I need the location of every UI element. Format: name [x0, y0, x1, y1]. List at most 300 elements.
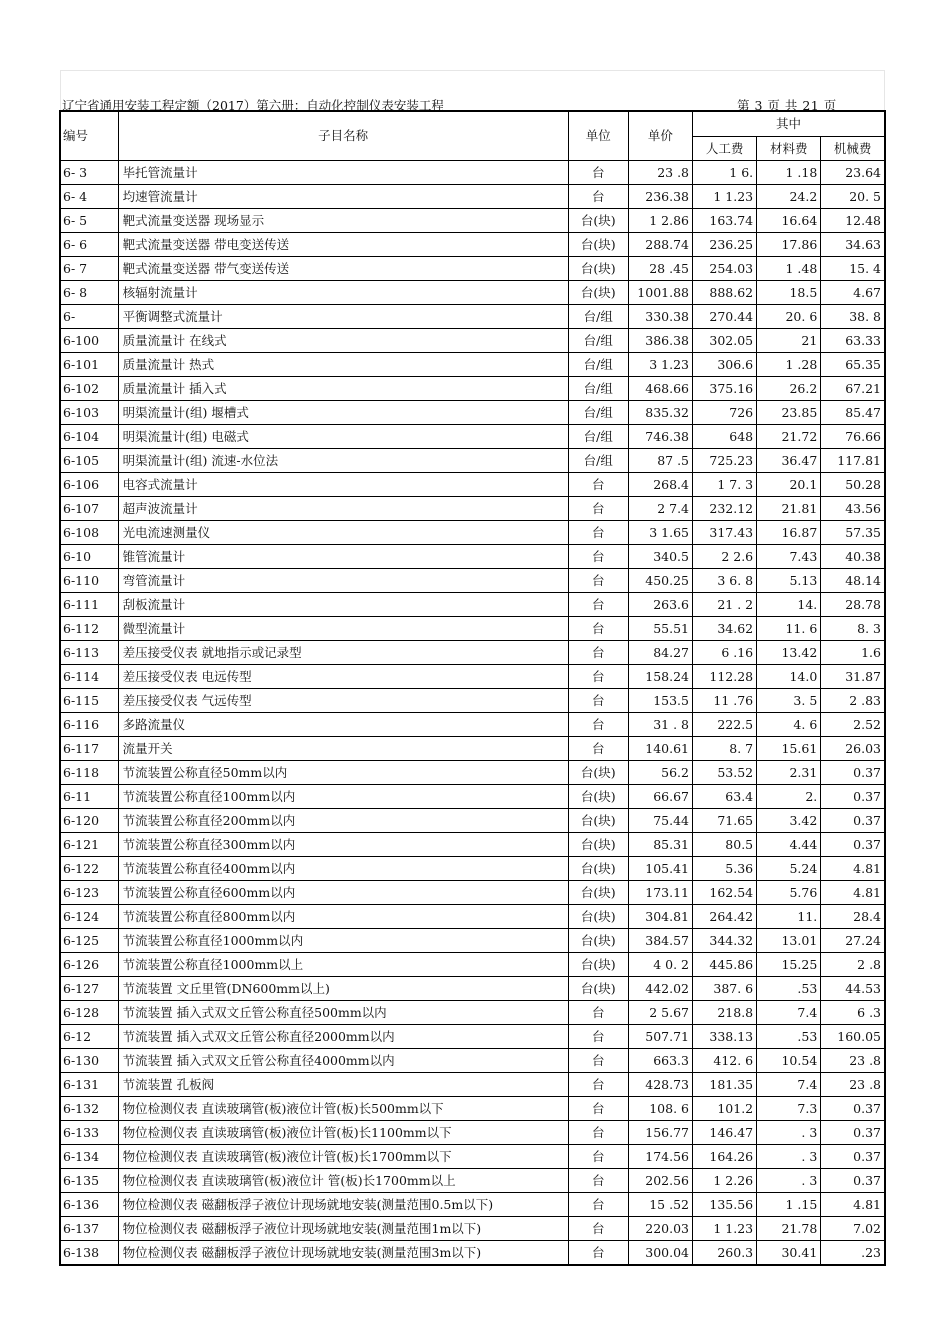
cell-name: 超声波流量计	[118, 497, 568, 521]
table-row	[60, 1169, 885, 1193]
cell-name: 靶式流量变送器 带电变送传送	[118, 233, 568, 257]
cell-material: 10.54	[757, 1049, 821, 1073]
cell-labor: 260.3	[693, 1241, 757, 1266]
cell-unit: 台(块)	[568, 281, 628, 305]
cell-labor: 375.16	[693, 377, 757, 401]
cell-unit: 台	[568, 545, 628, 569]
cell-machine: 0.37	[821, 1121, 885, 1145]
cell-unit: 台	[568, 1049, 628, 1073]
cell-unit: 台(块)	[568, 977, 628, 1001]
cell-material: 26.2	[757, 377, 821, 401]
cell-price: 87 .5	[628, 449, 692, 473]
cell-code: 6- 5	[60, 209, 118, 233]
table-row	[60, 809, 885, 833]
table-row	[60, 257, 885, 281]
cell-name: 节流装置公称直径800mm以内	[118, 905, 568, 929]
cell-machine: 0.37	[821, 761, 885, 785]
cell-unit: 台/组	[568, 305, 628, 329]
cell-labor: 1 2.26	[693, 1169, 757, 1193]
cell-name: 均速管流量计	[118, 185, 568, 209]
cell-name: 流量开关	[118, 737, 568, 761]
cell-name: 节流装置 插入式双文丘管公称直径4000mm以内	[118, 1049, 568, 1073]
cell-code: 6- 8	[60, 281, 118, 305]
col-header-code: 编号	[60, 111, 118, 161]
cell-price: 386.38	[628, 329, 692, 353]
cell-name: 核辐射流量计	[118, 281, 568, 305]
table-row	[60, 1241, 885, 1266]
cell-name: 毕托管流量计	[118, 161, 568, 185]
cell-labor: 146.47	[693, 1121, 757, 1145]
cell-machine: 50.28	[821, 473, 885, 497]
cell-labor: 71.65	[693, 809, 757, 833]
cell-name: 节流装置公称直径600mm以内	[118, 881, 568, 905]
cell-machine: 0.37	[821, 1169, 885, 1193]
cell-material: 14.0	[757, 665, 821, 689]
cell-material: 5.24	[757, 857, 821, 881]
cell-machine: 117.81	[821, 449, 885, 473]
cell-labor: 5.36	[693, 857, 757, 881]
cell-unit: 台(块)	[568, 953, 628, 977]
col-header-group: 其中	[693, 111, 886, 137]
cell-code: 6-108	[60, 521, 118, 545]
cell-material: 5.76	[757, 881, 821, 905]
cell-machine: 0.37	[821, 809, 885, 833]
cell-price: 4 0. 2	[628, 953, 692, 977]
cell-unit: 台	[568, 161, 628, 185]
cell-code: 6-125	[60, 929, 118, 953]
cell-unit: 台	[568, 689, 628, 713]
cell-name: 节流装置 文丘里管(DN600mm以上)	[118, 977, 568, 1001]
table-row	[60, 689, 885, 713]
cell-material: 7.3	[757, 1097, 821, 1121]
cell-material: . 3	[757, 1145, 821, 1169]
cell-material: 11.	[757, 905, 821, 929]
cell-machine: 85.47	[821, 401, 885, 425]
cell-name: 物位检测仪表 直读玻璃管(板)液位计 管(板)长1700mm以上	[118, 1169, 568, 1193]
cell-unit: 台	[568, 1217, 628, 1241]
cell-price: 3 1.65	[628, 521, 692, 545]
cell-material: 7.4	[757, 1073, 821, 1097]
cell-machine: 28.78	[821, 593, 885, 617]
table-row	[60, 977, 885, 1001]
cell-code: 6-117	[60, 737, 118, 761]
cell-material: 15.61	[757, 737, 821, 761]
cell-material: 3.42	[757, 809, 821, 833]
cell-material: 21.78	[757, 1217, 821, 1241]
table-row	[60, 377, 885, 401]
cell-machine: 23 .8	[821, 1049, 885, 1073]
cell-unit: 台/组	[568, 425, 628, 449]
cell-code: 6-103	[60, 401, 118, 425]
cell-material: 20.1	[757, 473, 821, 497]
table-row	[60, 425, 885, 449]
cell-unit: 台	[568, 713, 628, 737]
cell-unit: 台	[568, 1193, 628, 1217]
cell-machine: 38. 8	[821, 305, 885, 329]
cell-name: 光电流速测量仪	[118, 521, 568, 545]
cell-name: 差压接受仪表 就地指示或记录型	[118, 641, 568, 665]
cell-machine: 7.02	[821, 1217, 885, 1241]
cell-machine: 43.56	[821, 497, 885, 521]
cell-price: 2 7.4	[628, 497, 692, 521]
cell-labor: 218.8	[693, 1001, 757, 1025]
cell-name: 节流装置公称直径50mm以内	[118, 761, 568, 785]
cell-labor: 726	[693, 401, 757, 425]
cell-unit: 台/组	[568, 329, 628, 353]
cell-material: 7.4	[757, 1001, 821, 1025]
cell-price: 835.32	[628, 401, 692, 425]
cell-unit: 台	[568, 1145, 628, 1169]
cell-name: 明渠流量计(组) 电磁式	[118, 425, 568, 449]
cell-price: 236.38	[628, 185, 692, 209]
table-row	[60, 497, 885, 521]
cell-code: 6-137	[60, 1217, 118, 1241]
table-row	[60, 281, 885, 305]
cell-price: 1001.88	[628, 281, 692, 305]
cell-code: 6-134	[60, 1145, 118, 1169]
cell-labor: 3 6. 8	[693, 569, 757, 593]
cell-price: 75.44	[628, 809, 692, 833]
cell-name: 差压接受仪表 气远传型	[118, 689, 568, 713]
table-row	[60, 449, 885, 473]
table-row	[60, 233, 885, 257]
cell-name: 节流装置公称直径300mm以内	[118, 833, 568, 857]
cell-labor: 222.5	[693, 713, 757, 737]
cell-name: 明渠流量计(组) 堰槽式	[118, 401, 568, 425]
cell-price: 173.11	[628, 881, 692, 905]
cell-machine: 0.37	[821, 1145, 885, 1169]
cell-price: 3 1.23	[628, 353, 692, 377]
cell-code: 6-113	[60, 641, 118, 665]
cell-unit: 台	[568, 1025, 628, 1049]
cell-labor: 162.54	[693, 881, 757, 905]
cell-material: 16.64	[757, 209, 821, 233]
col-header-material: 材料费	[757, 137, 821, 161]
cell-material: 7.43	[757, 545, 821, 569]
cell-unit: 台	[568, 521, 628, 545]
cell-material: 21.81	[757, 497, 821, 521]
cell-material: 5.13	[757, 569, 821, 593]
cell-material: 23.85	[757, 401, 821, 425]
table-row	[60, 353, 885, 377]
cell-labor: 254.03	[693, 257, 757, 281]
quota-table	[59, 110, 886, 1266]
cell-name: 物位检测仪表 直读玻璃管(板)液位计管(板)长1100mm以下	[118, 1121, 568, 1145]
table-row	[60, 737, 885, 761]
cell-name: 节流装置公称直径100mm以内	[118, 785, 568, 809]
cell-machine: 0.37	[821, 833, 885, 857]
page-number: 第 3 页 共 21 页	[737, 98, 837, 113]
cell-machine: 23.64	[821, 161, 885, 185]
cell-code: 6-130	[60, 1049, 118, 1073]
cell-unit: 台	[568, 497, 628, 521]
cell-name: 节流装置公称直径400mm以内	[118, 857, 568, 881]
cell-material: 1 .28	[757, 353, 821, 377]
table-row	[60, 617, 885, 641]
cell-material: . 3	[757, 1121, 821, 1145]
cell-material: .53	[757, 977, 821, 1001]
cell-price: 55.51	[628, 617, 692, 641]
cell-machine: 15. 4	[821, 257, 885, 281]
cell-code: 6-122	[60, 857, 118, 881]
cell-code: 6-116	[60, 713, 118, 737]
cell-unit: 台	[568, 1241, 628, 1266]
cell-material: . 3	[757, 1169, 821, 1193]
cell-unit: 台(块)	[568, 209, 628, 233]
cell-price: 56.2	[628, 761, 692, 785]
cell-name: 物位检测仪表 磁翻板浮子液位计现场就地安装(测量范围3m以下)	[118, 1241, 568, 1266]
cell-labor: 163.74	[693, 209, 757, 233]
col-header-name: 子目名称	[118, 111, 568, 161]
table-row	[60, 761, 885, 785]
cell-machine: 28.4	[821, 905, 885, 929]
table-row	[60, 641, 885, 665]
cell-labor: 317.43	[693, 521, 757, 545]
cell-unit: 台	[568, 617, 628, 641]
cell-name: 刮板流量计	[118, 593, 568, 617]
table-row	[60, 713, 885, 737]
cell-price: 442.02	[628, 977, 692, 1001]
cell-unit: 台(块)	[568, 881, 628, 905]
table-row	[60, 905, 885, 929]
cell-machine: 34.63	[821, 233, 885, 257]
cell-unit: 台	[568, 569, 628, 593]
cell-code: 6-115	[60, 689, 118, 713]
table-row	[60, 1049, 885, 1073]
cell-labor: 34.62	[693, 617, 757, 641]
cell-name: 物位检测仪表 磁翻板浮子液位计现场就地安装(测量范围1m以下)	[118, 1217, 568, 1241]
table-row	[60, 1145, 885, 1169]
cell-labor: 236.25	[693, 233, 757, 257]
cell-price: 746.38	[628, 425, 692, 449]
cell-labor: 725.23	[693, 449, 757, 473]
cell-labor: 1 1.23	[693, 1217, 757, 1241]
cell-code: 6-107	[60, 497, 118, 521]
col-header-labor: 人工费	[693, 137, 757, 161]
cell-unit: 台	[568, 1073, 628, 1097]
cell-price: 384.57	[628, 929, 692, 953]
cell-code: 6-106	[60, 473, 118, 497]
cell-name: 节流装置 插入式双文丘管公称直径2000mm以内	[118, 1025, 568, 1049]
cell-unit: 台	[568, 1169, 628, 1193]
cell-price: 268.4	[628, 473, 692, 497]
cell-labor: 232.12	[693, 497, 757, 521]
cell-labor: 11 .76	[693, 689, 757, 713]
cell-price: 156.77	[628, 1121, 692, 1145]
cell-code: 6-128	[60, 1001, 118, 1025]
table-row	[60, 521, 885, 545]
cell-code: 6-	[60, 305, 118, 329]
col-header-price: 单价	[628, 111, 692, 161]
cell-machine: 76.66	[821, 425, 885, 449]
table-row	[60, 857, 885, 881]
cell-name: 质量流量计 热式	[118, 353, 568, 377]
cell-material: 14.	[757, 593, 821, 617]
cell-unit: 台	[568, 473, 628, 497]
cell-unit: 台	[568, 1121, 628, 1145]
cell-machine: 160.05	[821, 1025, 885, 1049]
cell-unit: 台	[568, 1001, 628, 1025]
cell-machine: 20. 5	[821, 185, 885, 209]
cell-name: 靶式流量变送器 现场显示	[118, 209, 568, 233]
table-row	[60, 1097, 885, 1121]
cell-price: 174.56	[628, 1145, 692, 1169]
cell-unit: 台	[568, 185, 628, 209]
cell-material: 1 .48	[757, 257, 821, 281]
cell-machine: 27.24	[821, 929, 885, 953]
cell-machine: 44.53	[821, 977, 885, 1001]
table-row	[60, 401, 885, 425]
cell-name: 差压接受仪表 电远传型	[118, 665, 568, 689]
cell-material: .53	[757, 1025, 821, 1049]
cell-machine: 23 .8	[821, 1073, 885, 1097]
cell-machine: 0.37	[821, 1097, 885, 1121]
cell-material: 21	[757, 329, 821, 353]
cell-name: 节流装置公称直径1000mm以内	[118, 929, 568, 953]
cell-name: 节流装置公称直径200mm以内	[118, 809, 568, 833]
cell-code: 6-127	[60, 977, 118, 1001]
cell-material: 4. 6	[757, 713, 821, 737]
cell-name: 节流装置 插入式双文丘管公称直径500mm以内	[118, 1001, 568, 1025]
cell-unit: 台	[568, 665, 628, 689]
cell-labor: 1 6.	[693, 161, 757, 185]
table-row	[60, 305, 885, 329]
cell-machine: 2 .8	[821, 953, 885, 977]
cell-unit: 台/组	[568, 401, 628, 425]
cell-material: 30.41	[757, 1241, 821, 1266]
cell-name: 物位检测仪表 磁翻板浮子液位计现场就地安装(测量范围0.5m以下)	[118, 1193, 568, 1217]
table-row	[60, 161, 885, 185]
cell-code: 6-135	[60, 1169, 118, 1193]
cell-labor: 53.52	[693, 761, 757, 785]
cell-material: 4.44	[757, 833, 821, 857]
cell-price: 2 5.67	[628, 1001, 692, 1025]
cell-code: 6-111	[60, 593, 118, 617]
cell-machine: 48.14	[821, 569, 885, 593]
table-row	[60, 1001, 885, 1025]
cell-price: 507.71	[628, 1025, 692, 1049]
cell-labor: 338.13	[693, 1025, 757, 1049]
cell-code: 6-132	[60, 1097, 118, 1121]
cell-labor: 112.28	[693, 665, 757, 689]
cell-price: 288.74	[628, 233, 692, 257]
cell-labor: 888.62	[693, 281, 757, 305]
cell-material: 17.86	[757, 233, 821, 257]
table-row	[60, 1217, 885, 1241]
cell-price: 220.03	[628, 1217, 692, 1241]
cell-name: 微型流量计	[118, 617, 568, 641]
table-row	[60, 881, 885, 905]
cell-material: 1 .18	[757, 161, 821, 185]
cell-unit: 台	[568, 593, 628, 617]
cell-labor: 412. 6	[693, 1049, 757, 1073]
cell-code: 6- 6	[60, 233, 118, 257]
cell-price: 28 .45	[628, 257, 692, 281]
table-row	[60, 1121, 885, 1145]
cell-name: 节流装置 孔板阀	[118, 1073, 568, 1097]
cell-machine: 0.37	[821, 785, 885, 809]
cell-code: 6-118	[60, 761, 118, 785]
cell-material: 1 .15	[757, 1193, 821, 1217]
cell-name: 平衡调整式流量计	[118, 305, 568, 329]
cell-price: 1 2.86	[628, 209, 692, 233]
cell-code: 6-133	[60, 1121, 118, 1145]
table-row	[60, 569, 885, 593]
cell-labor: 387. 6	[693, 977, 757, 1001]
cell-machine: 63.33	[821, 329, 885, 353]
cell-unit: 台(块)	[568, 929, 628, 953]
cell-labor: 264.42	[693, 905, 757, 929]
cell-labor: 164.26	[693, 1145, 757, 1169]
cell-code: 6-11	[60, 785, 118, 809]
table-row	[60, 545, 885, 569]
cell-material: 36.47	[757, 449, 821, 473]
cell-price: 202.56	[628, 1169, 692, 1193]
cell-material: 18.5	[757, 281, 821, 305]
table-row	[60, 833, 885, 857]
cell-machine: 12.48	[821, 209, 885, 233]
cell-material: 2.	[757, 785, 821, 809]
cell-code: 6- 7	[60, 257, 118, 281]
cell-labor: 648	[693, 425, 757, 449]
cell-code: 6- 3	[60, 161, 118, 185]
cell-price: 263.6	[628, 593, 692, 617]
cell-price: 304.81	[628, 905, 692, 929]
cell-price: 428.73	[628, 1073, 692, 1097]
cell-code: 6- 4	[60, 185, 118, 209]
cell-machine: 2.52	[821, 713, 885, 737]
cell-unit: 台	[568, 641, 628, 665]
cell-price: 468.66	[628, 377, 692, 401]
cell-code: 6-124	[60, 905, 118, 929]
cell-code: 6-138	[60, 1241, 118, 1266]
cell-machine: 57.35	[821, 521, 885, 545]
cell-labor: 8. 7	[693, 737, 757, 761]
cell-labor: 1 7. 3	[693, 473, 757, 497]
cell-price: 66.67	[628, 785, 692, 809]
cell-labor: 306.6	[693, 353, 757, 377]
page-border-right	[884, 70, 885, 110]
cell-unit: 台	[568, 1097, 628, 1121]
table-row	[60, 185, 885, 209]
cell-price: 140.61	[628, 737, 692, 761]
cell-material: 15.25	[757, 953, 821, 977]
cell-price: 23 .8	[628, 161, 692, 185]
cell-name: 质量流量计 插入式	[118, 377, 568, 401]
cell-name: 电容式流量计	[118, 473, 568, 497]
col-header-unit: 单位	[568, 111, 628, 161]
table-body	[60, 161, 885, 1266]
cell-unit: 台(块)	[568, 761, 628, 785]
cell-name: 靶式流量变送器 带气变送传送	[118, 257, 568, 281]
table-row	[60, 953, 885, 977]
cell-price: 108. 6	[628, 1097, 692, 1121]
cell-material: 16.87	[757, 521, 821, 545]
cell-machine: 8. 3	[821, 617, 885, 641]
cell-labor: 63.4	[693, 785, 757, 809]
cell-labor: 445.86	[693, 953, 757, 977]
cell-price: 153.5	[628, 689, 692, 713]
cell-labor: 2 2.6	[693, 545, 757, 569]
cell-name: 锥管流量计	[118, 545, 568, 569]
cell-unit: 台/组	[568, 449, 628, 473]
cell-price: 663.3	[628, 1049, 692, 1073]
cell-material: 20. 6	[757, 305, 821, 329]
table-row	[60, 785, 885, 809]
cell-code: 6-126	[60, 953, 118, 977]
document-title: 辽宁省通用安装工程定额（2017）第六册：自动化控制仪表安装工程	[62, 98, 444, 113]
cell-code: 6-114	[60, 665, 118, 689]
